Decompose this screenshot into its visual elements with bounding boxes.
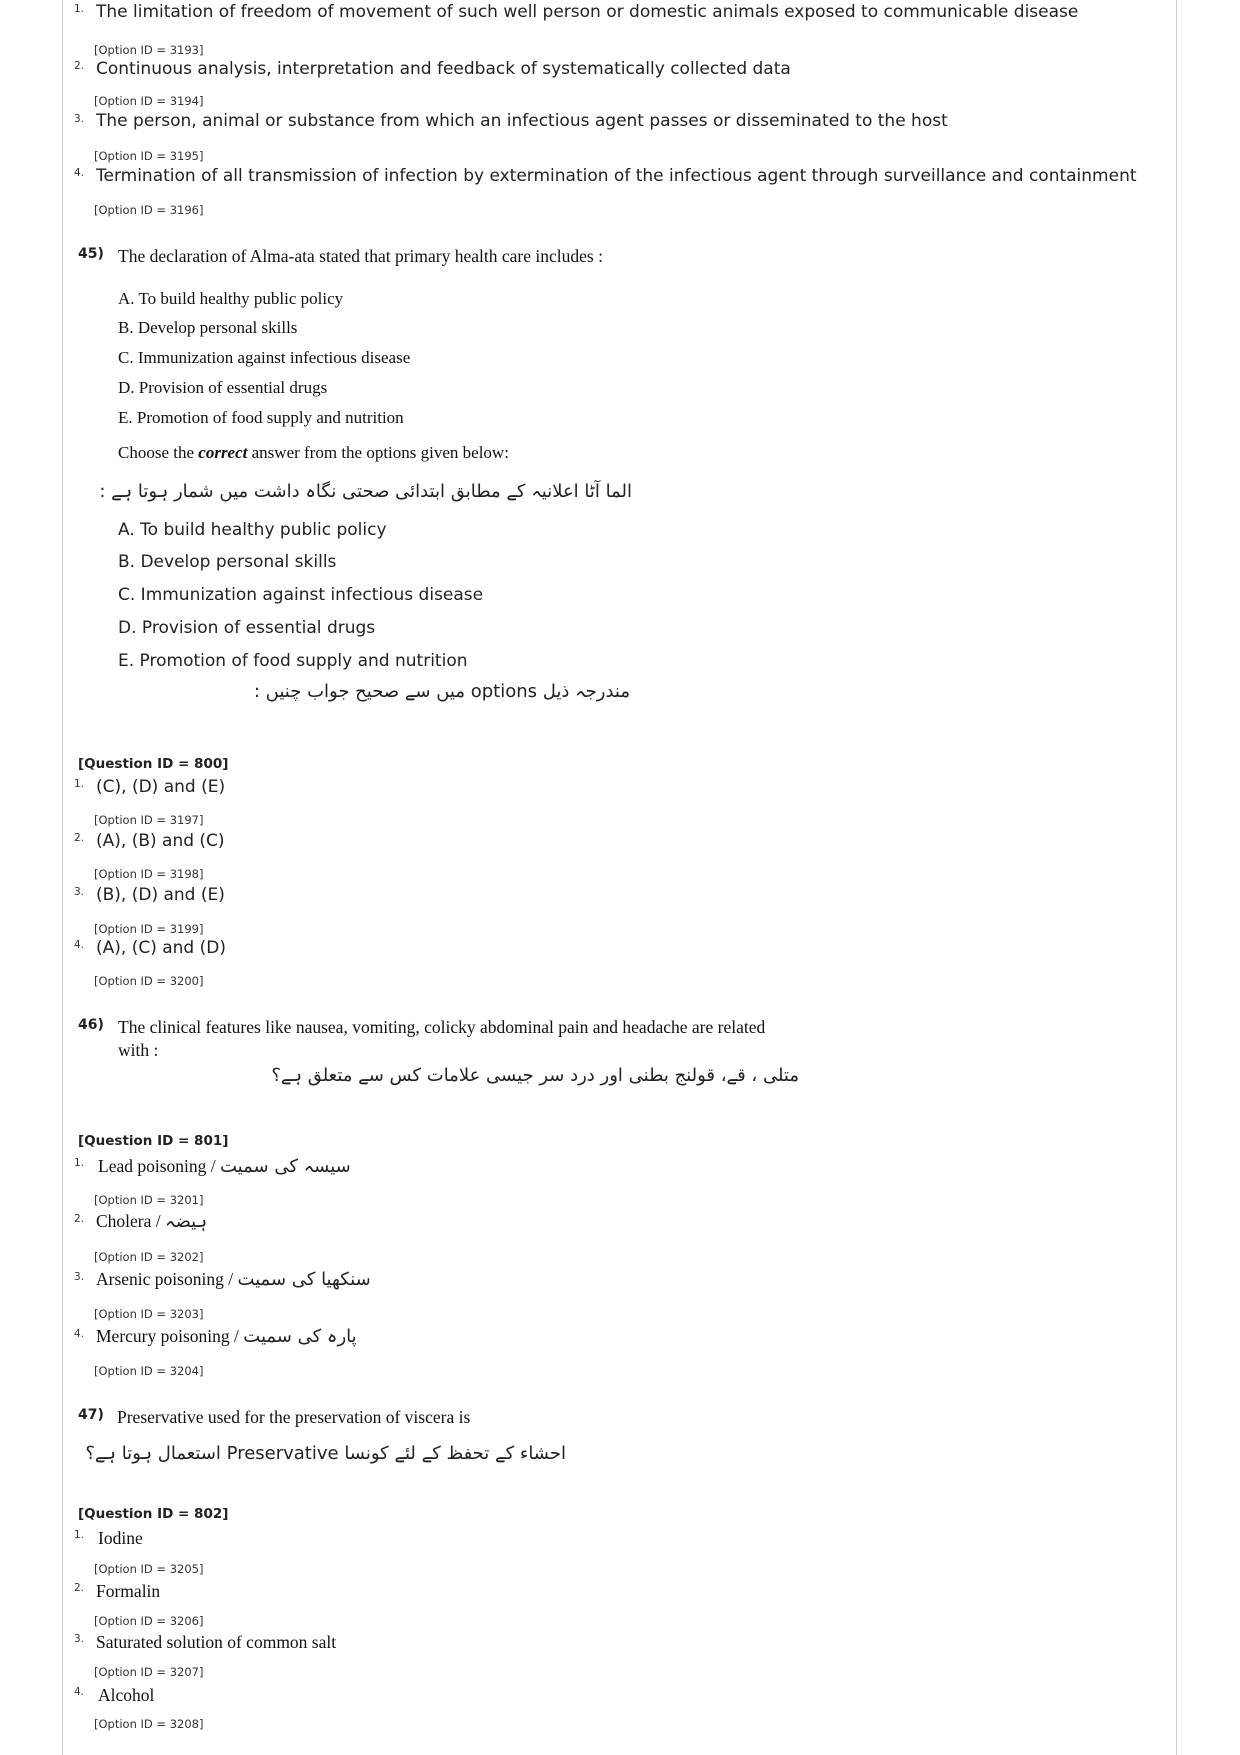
option-number: 1. — [74, 3, 85, 15]
option-number: 3. — [74, 886, 85, 898]
option-text[interactable]: Alcohol — [98, 1685, 155, 1705]
statement: A. To build healthy public policy — [118, 520, 387, 540]
question-id: [Question ID = 801] — [78, 1133, 229, 1149]
option-text[interactable]: Termination of all transmission of infection by extermination of the infectious agent through surveillance and containment — [96, 166, 1137, 186]
option-number: 2. — [74, 1213, 85, 1225]
option-text[interactable]: (C), (D) and (E) — [96, 777, 226, 797]
choose-emphasis: correct — [198, 443, 248, 462]
question-id: [Question ID = 800] — [78, 756, 229, 772]
statement: D. Provision of essential drugs — [118, 618, 376, 638]
option-id: [Option ID = 3198] — [94, 867, 204, 881]
urdu-question: الما آٹا اعلانیہ کے مطابق ابتدائی صحتی نگاہ داشت میں شمار ہوتا ہے : — [99, 481, 632, 502]
option-text[interactable]: The person, animal or substance from which an infectious agent passes or disseminated to the host — [96, 111, 948, 131]
statement: E. Promotion of food supply and nutrition — [118, 408, 404, 427]
statement: B. Develop personal skills — [118, 318, 298, 337]
question-text: Preservative used for the preservation of viscera is — [117, 1407, 471, 1427]
option-text-en: Arsenic poisoning / — [96, 1269, 234, 1289]
option-number: 1. — [74, 778, 85, 790]
option-text-ur: سنکھیا کی سمیت — [237, 1269, 371, 1290]
option-number: 4. — [74, 1328, 85, 1340]
question-number: 46) — [78, 1017, 104, 1033]
option-number: 3. — [74, 1271, 85, 1283]
question-text: The clinical features like nausea, vomiting, colicky abdominal pain and headache are related — [118, 1017, 766, 1037]
option-id: [Option ID = 3194] — [94, 94, 204, 108]
option-id: [Option ID = 3197] — [94, 813, 204, 827]
option-number: 2. — [74, 60, 85, 72]
option-id: [Option ID = 3208] — [94, 1717, 204, 1731]
option-text-ur: ہیضہ — [165, 1211, 208, 1232]
option-id: [Option ID = 3203] — [94, 1307, 204, 1321]
option-text[interactable] — [96, 1269, 371, 1290]
option-text[interactable]: (B), (D) and (E) — [96, 885, 225, 905]
option-id: [Option ID = 3200] — [94, 974, 204, 988]
option-number: 4. — [74, 939, 85, 951]
option-number: 2. — [74, 1582, 85, 1594]
option-number: 3. — [74, 113, 85, 125]
option-text[interactable] — [98, 1156, 351, 1177]
option-text-en: Mercury poisoning / — [96, 1326, 239, 1346]
option-id: [Option ID = 3207] — [94, 1665, 204, 1679]
option-text[interactable]: Iodine — [98, 1528, 143, 1548]
option-id: [Option ID = 3195] — [94, 149, 204, 163]
option-text[interactable]: Formalin — [96, 1581, 161, 1601]
option-number: 4. — [74, 1686, 85, 1698]
question-text-continued: with : — [118, 1040, 159, 1060]
question-id: [Question ID = 802] — [78, 1506, 229, 1522]
option-number: 4. — [74, 167, 85, 179]
urdu-question: متلی ، قے، قولنج بطنی اور درد سر جیسی علامات کس سے متعلق ہے؟ — [271, 1065, 799, 1086]
urdu-question: احشاء کے تحفظ کے لئے کونسا Preservative استعمال ہوتا ہے؟ — [85, 1443, 566, 1464]
option-id: [Option ID = 3204] — [94, 1364, 204, 1378]
urdu-choose-instruction: مندرجہ ذیل options میں سے صحیح جواب چنیں : — [253, 681, 630, 702]
statement: E. Promotion of food supply and nutrition — [118, 651, 468, 671]
option-text-en: Cholera / — [96, 1211, 161, 1231]
option-text[interactable] — [96, 1211, 207, 1232]
option-text-ur: پارہ کی سمیت — [243, 1326, 357, 1347]
option-text-en: Lead poisoning / — [98, 1156, 216, 1176]
choose-instruction — [118, 443, 509, 463]
option-text[interactable]: Saturated solution of common salt — [96, 1632, 337, 1652]
statement: A. To build healthy public policy — [118, 289, 344, 308]
option-text[interactable]: (A), (B) and (C) — [96, 831, 225, 851]
option-id: [Option ID = 3199] — [94, 922, 204, 936]
statement: C. Immunization against infectious disease — [118, 585, 484, 605]
option-id: [Option ID = 3193] — [94, 43, 204, 57]
option-id: [Option ID = 3206] — [94, 1614, 204, 1628]
option-id: [Option ID = 3196] — [94, 203, 204, 217]
option-id: [Option ID = 3202] — [94, 1250, 204, 1264]
option-number: 1. — [74, 1157, 85, 1169]
option-id: [Option ID = 3205] — [94, 1562, 204, 1576]
option-number: 2. — [74, 832, 85, 844]
question-text: The declaration of Alma-ata stated that primary health care includes : — [118, 246, 603, 266]
choose-prefix: Choose the — [118, 443, 199, 462]
question-number: 47) — [78, 1407, 104, 1423]
option-text-ur: سیسہ کی سمیت — [220, 1156, 351, 1177]
option-id: [Option ID = 3201] — [94, 1193, 204, 1207]
statement: D. Provision of essential drugs — [118, 378, 328, 397]
option-text[interactable]: (A), (C) and (D) — [96, 938, 226, 958]
choose-suffix: answer from the options given below: — [247, 443, 509, 462]
statement: C. Immunization against infectious disease — [118, 348, 411, 367]
option-text[interactable]: The limitation of freedom of movement of such well person or domestic animals exposed to communicable disease — [96, 2, 1079, 22]
statement: B. Develop personal skills — [118, 552, 337, 572]
option-number: 1. — [74, 1529, 85, 1541]
option-text[interactable]: Continuous analysis, interpretation and feedback of systematically collected data — [96, 59, 791, 79]
question-number: 45) — [78, 246, 104, 262]
option-text[interactable] — [96, 1326, 357, 1347]
option-number: 3. — [74, 1633, 85, 1645]
